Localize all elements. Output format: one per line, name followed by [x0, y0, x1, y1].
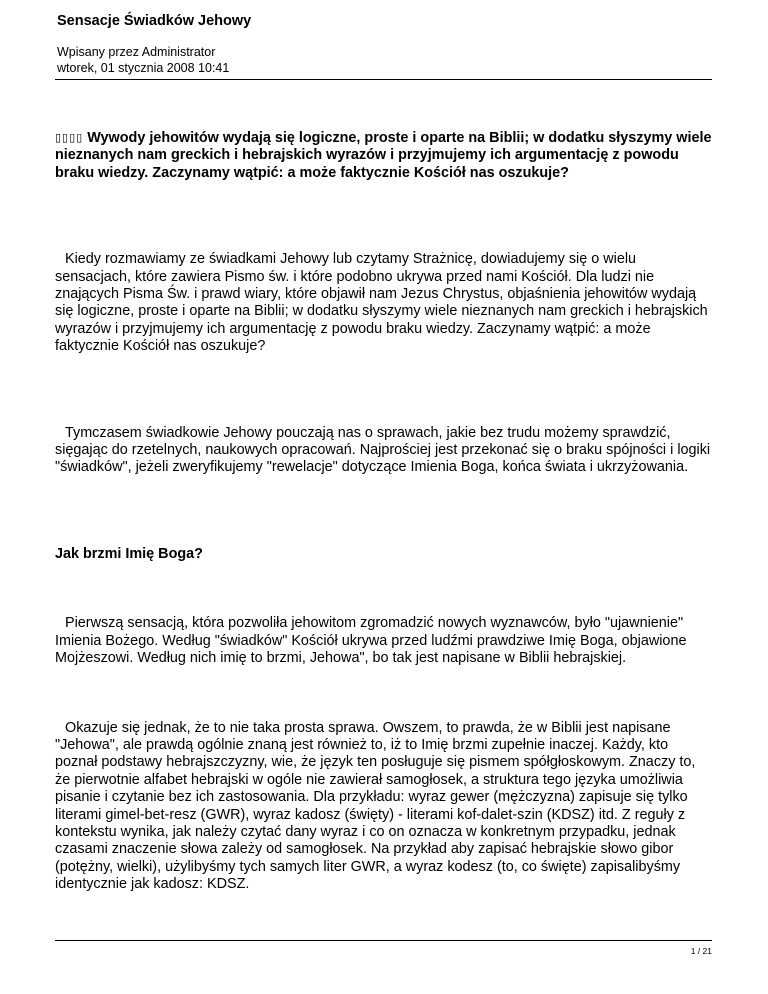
- paragraph: Okazuje się jednak, że to nie taka prosta sprawa. Owszem, to prawda, że w Biblii jest napisane "Jehowa", ale prawdą ogólnie znaną jest również to, iż to Imię brzmi zupełnie inaczej. Każdy, kto poznał podstawy hebrajszczyzny, wie, że język ten posługuje się pismem spółgłoskowym. Znaczy to, że pierwotnie alfabet hebrajski w ogóle nie zawierał samogłosek, a struktura tego języka umożliwia pisanie i czytanie bez ich zastosowania. Dla przykładu: wyraz gewer (mężczyzna) zapisuje się tylko literami gimel-bet-resz (GWR), wyraz kadosz (święty) - literami kof-dalet-szin (KDSZ) itd. Z reguły z kontekstu wynika, jak należy czytać dany wyraz i co on oznacza w konkretnym przypadku, jednak czasami znaczenie słowa zależy od samogłosek. Na przykład aby zapisać hebrajskie słowo gibor (potężny, wielki), użylibyśmy tych samych liter GWR, a wyraz kodesz (to, co święte) zapisalibyśmy identycznie jak kadosz: KDSZ.: [55, 719, 696, 893]
- paragraph: Tymczasem świadkowie Jehowy pouczają nas o sprawach, jakie bez trudu możemy sprawdzić, sięgając do rzetelnych, naukowych opracowań. Najprościej jest przekonać się o braku spójności i logiki "świadków", jeżeli zweryfikujemy "rewelacje" dotyczące Imienia Boga, końca świata i ukrzyżowania.: [55, 424, 711, 476]
- lead-text: Wywody jehowitów wydają się logiczne, proste i oparte na Biblii; w dodatku słyszymy wiele nieznanych nam greckich i hebrajskich wyrazów i przyjmujemy ich argumentację z powodu braku wiedzy. Zaczynamy wątpić: a może faktycznie Kościół nas oszukuje?: [55, 130, 712, 181]
- document-title: Sensacje Świadków Jehowy: [57, 13, 252, 29]
- article-meta: [57, 44, 229, 76]
- header-divider: [55, 79, 712, 80]
- paragraph: Pierwszą sensacją, która pozwoliła jehowitom zgromadzić nowych wyznawców, było "ujawnienie" Imienia Bożego. Według "świadków" Kościół ukrywa przed ludźmi prawdziwe Imię Boga, objawione Mojżeszowi. Według nich imię to brzmi, Jehowa", bo tak jest napisane w Biblii hebrajskiej.: [55, 615, 687, 667]
- document-page: [55, 0, 712, 994]
- footer-divider: [55, 940, 712, 941]
- article-body: [55, 129, 712, 894]
- missing-glyph-icons: ▯▯▯▯: [55, 131, 84, 144]
- paragraph: Kiedy rozmawiamy ze świadkami Jehowy lub czytamy Strażnicę, dowiadujemy się o wielu sensacjach, które zawiera Pismo św. i które podobno ukrywa przed nami Kościół. Dla ludzi nie znających Pisma Św. i prawd wiary, które objawił nam Jezus Chrystus, objaśnienia jehowitów wydają się logiczne, proste i oparte na Biblii; w dodatku słyszymy wiele nieznanych nam greckich i hebrajskich wyrazów i przyjmujemy ich argumentację z powodu braku wiedzy. Zaczynamy wątpić: a może faktycznie Kościół nas oszukuje?: [55, 251, 708, 355]
- article-lead: [55, 129, 712, 182]
- author-line: Wpisany przez Administrator: [57, 45, 216, 59]
- page-number: 1 / 21: [690, 946, 712, 956]
- date-line: wtorek, 01 stycznia 2008 10:41: [57, 61, 230, 75]
- section-heading: Jak brzmi Imię Boga?: [55, 545, 203, 562]
